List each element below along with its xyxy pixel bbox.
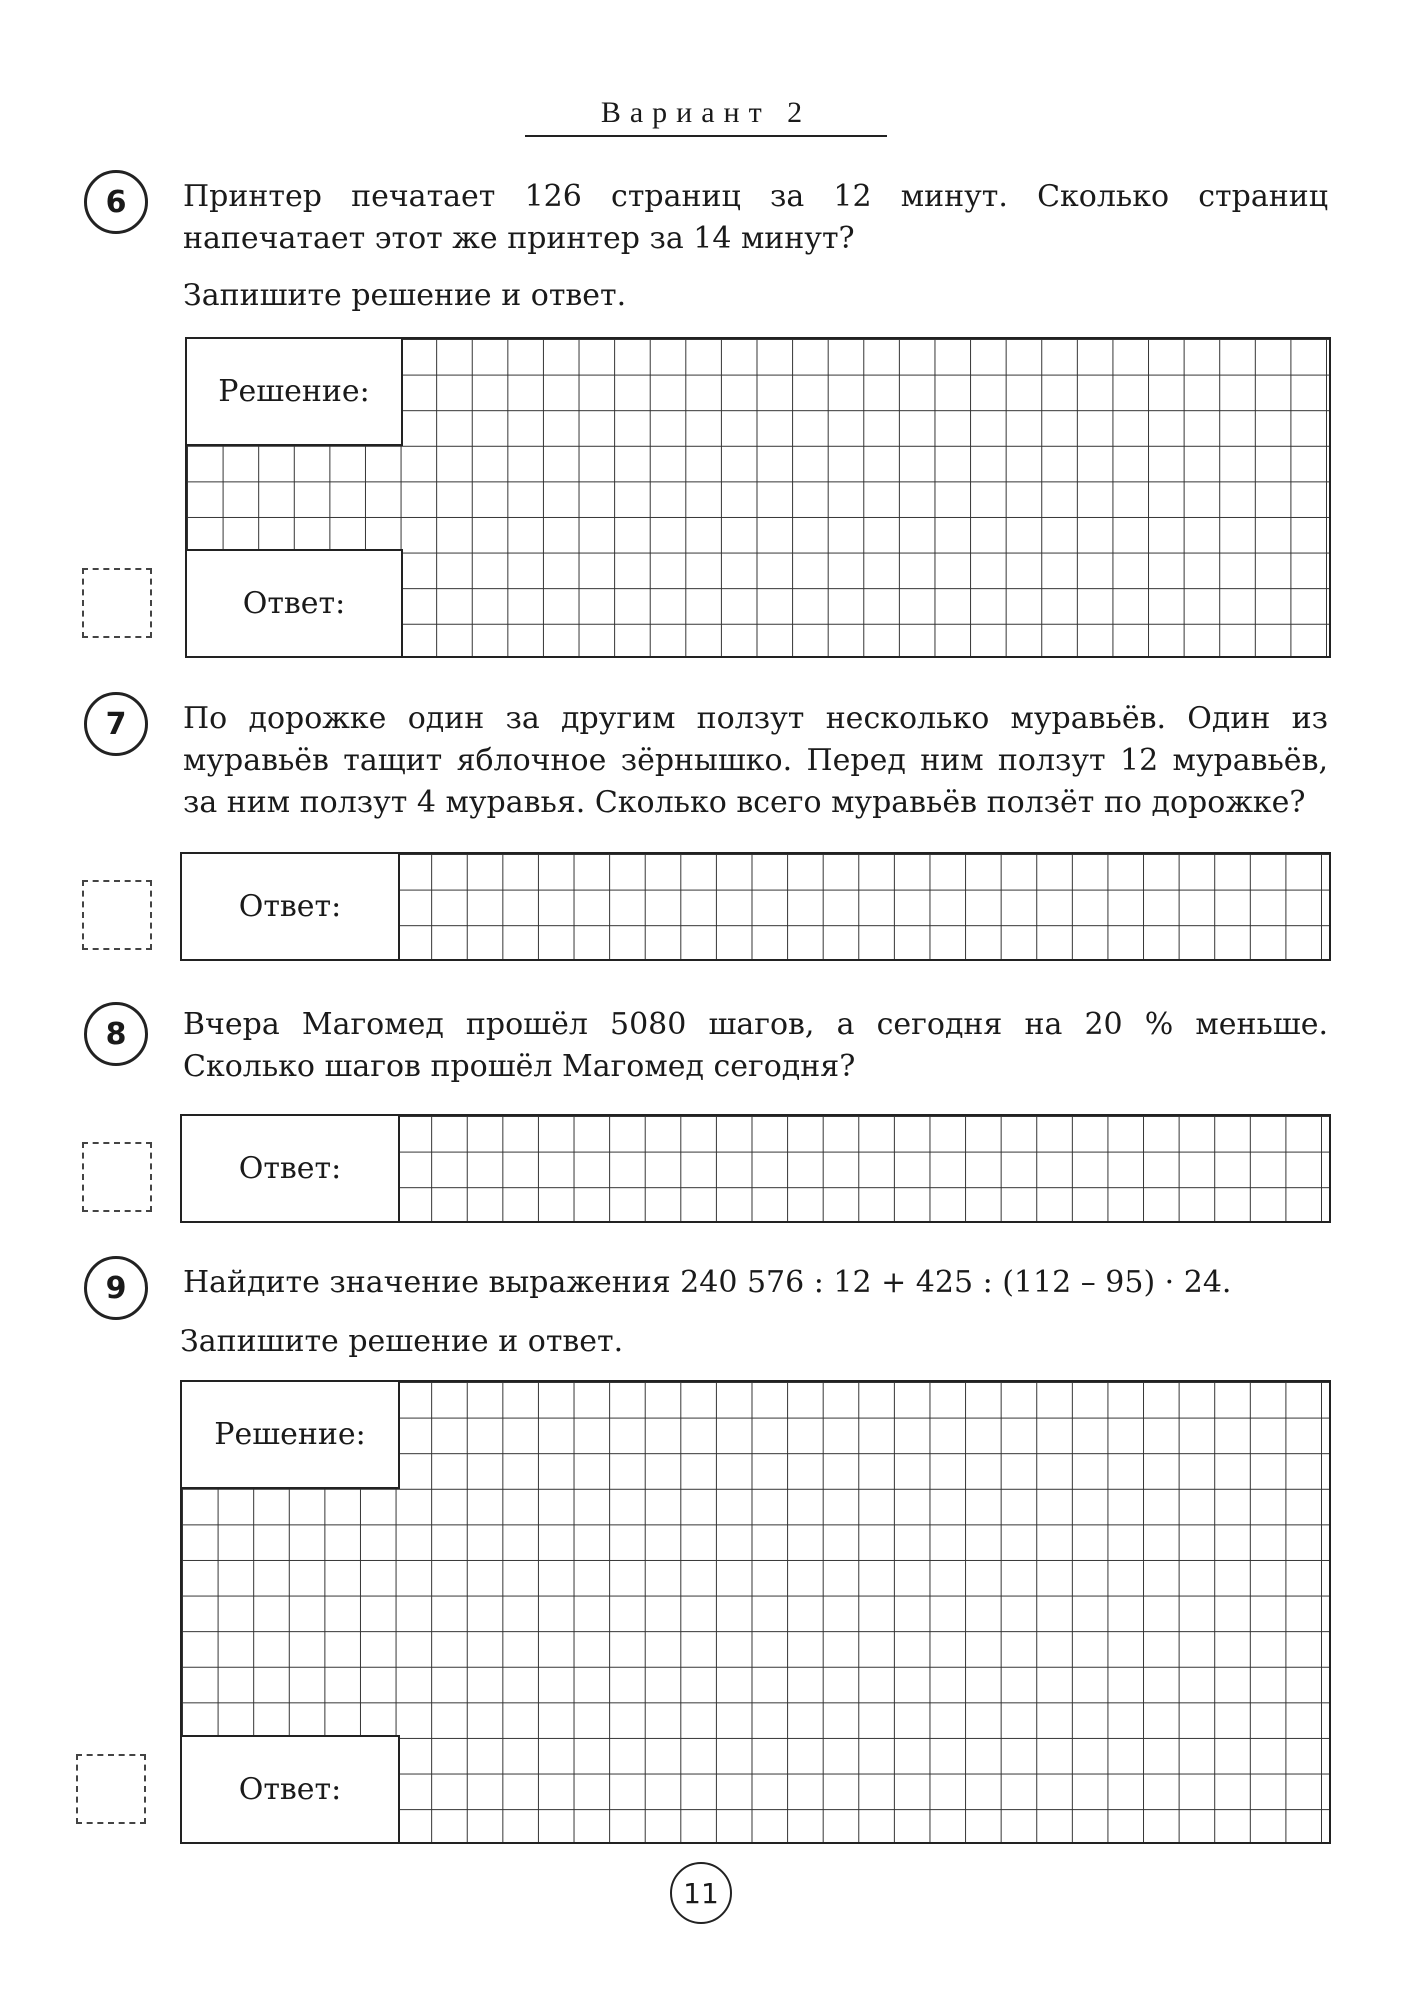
question-9-grid[interactable] (180, 1380, 1331, 1844)
question-number-9: 9 (84, 1256, 148, 1320)
question-7-text: По дорожке один за другим ползут несколько муравьёв. Один из муравьёв тащит яблочное зёрнышко. Перед ним ползут 12 муравьёв, за ним ползут 4 муравья. Сколько всего муравьёв ползёт по дорожке? (183, 701, 1328, 820)
question-6-solution-label: Решение: (187, 339, 403, 446)
question-9-score-box[interactable] (76, 1754, 146, 1824)
question-number-6: 6 (84, 170, 148, 234)
question-6-score-box[interactable] (82, 568, 152, 638)
question-9-text: Найдите значение выражения 240 576 : 12 + 425 : (112 – 95) · 24. (183, 1265, 1232, 1300)
question-9-solution-label: Решение: (182, 1382, 400, 1489)
page-number: 11 (670, 1862, 732, 1924)
question-6-grid[interactable] (185, 337, 1331, 658)
question-7-grid[interactable] (180, 852, 1331, 961)
question-7-answer-label: Ответ: (182, 854, 400, 959)
question-9-answer-label: Ответ: (182, 1735, 400, 1842)
question-9-instruction: Запишите решение и ответ. (180, 1324, 624, 1359)
question-number-7: 7 (84, 692, 148, 756)
question-8-grid[interactable] (180, 1114, 1331, 1223)
question-6-answer-label: Ответ: (187, 549, 403, 656)
page-header-variant: Вариант 2 (600, 96, 812, 129)
question-7-score-box[interactable] (82, 880, 152, 950)
question-6-text: Принтер печатает 126 страниц за 12 минут. Сколько страниц напечатает этот же принтер за 14 минут? (183, 179, 1328, 256)
question-number-8: 8 (84, 1002, 148, 1066)
question-8-answer-label: Ответ: (182, 1116, 400, 1221)
question-6-instruction: Запишите решение и ответ. (183, 278, 627, 313)
question-8-score-box[interactable] (82, 1142, 152, 1212)
header-underline (525, 135, 887, 137)
question-8-text: Вчера Магомед прошёл 5080 шагов, а сегодня на 20 % меньше. Сколько шагов прошёл Магомед сегодня? (183, 1007, 1328, 1084)
